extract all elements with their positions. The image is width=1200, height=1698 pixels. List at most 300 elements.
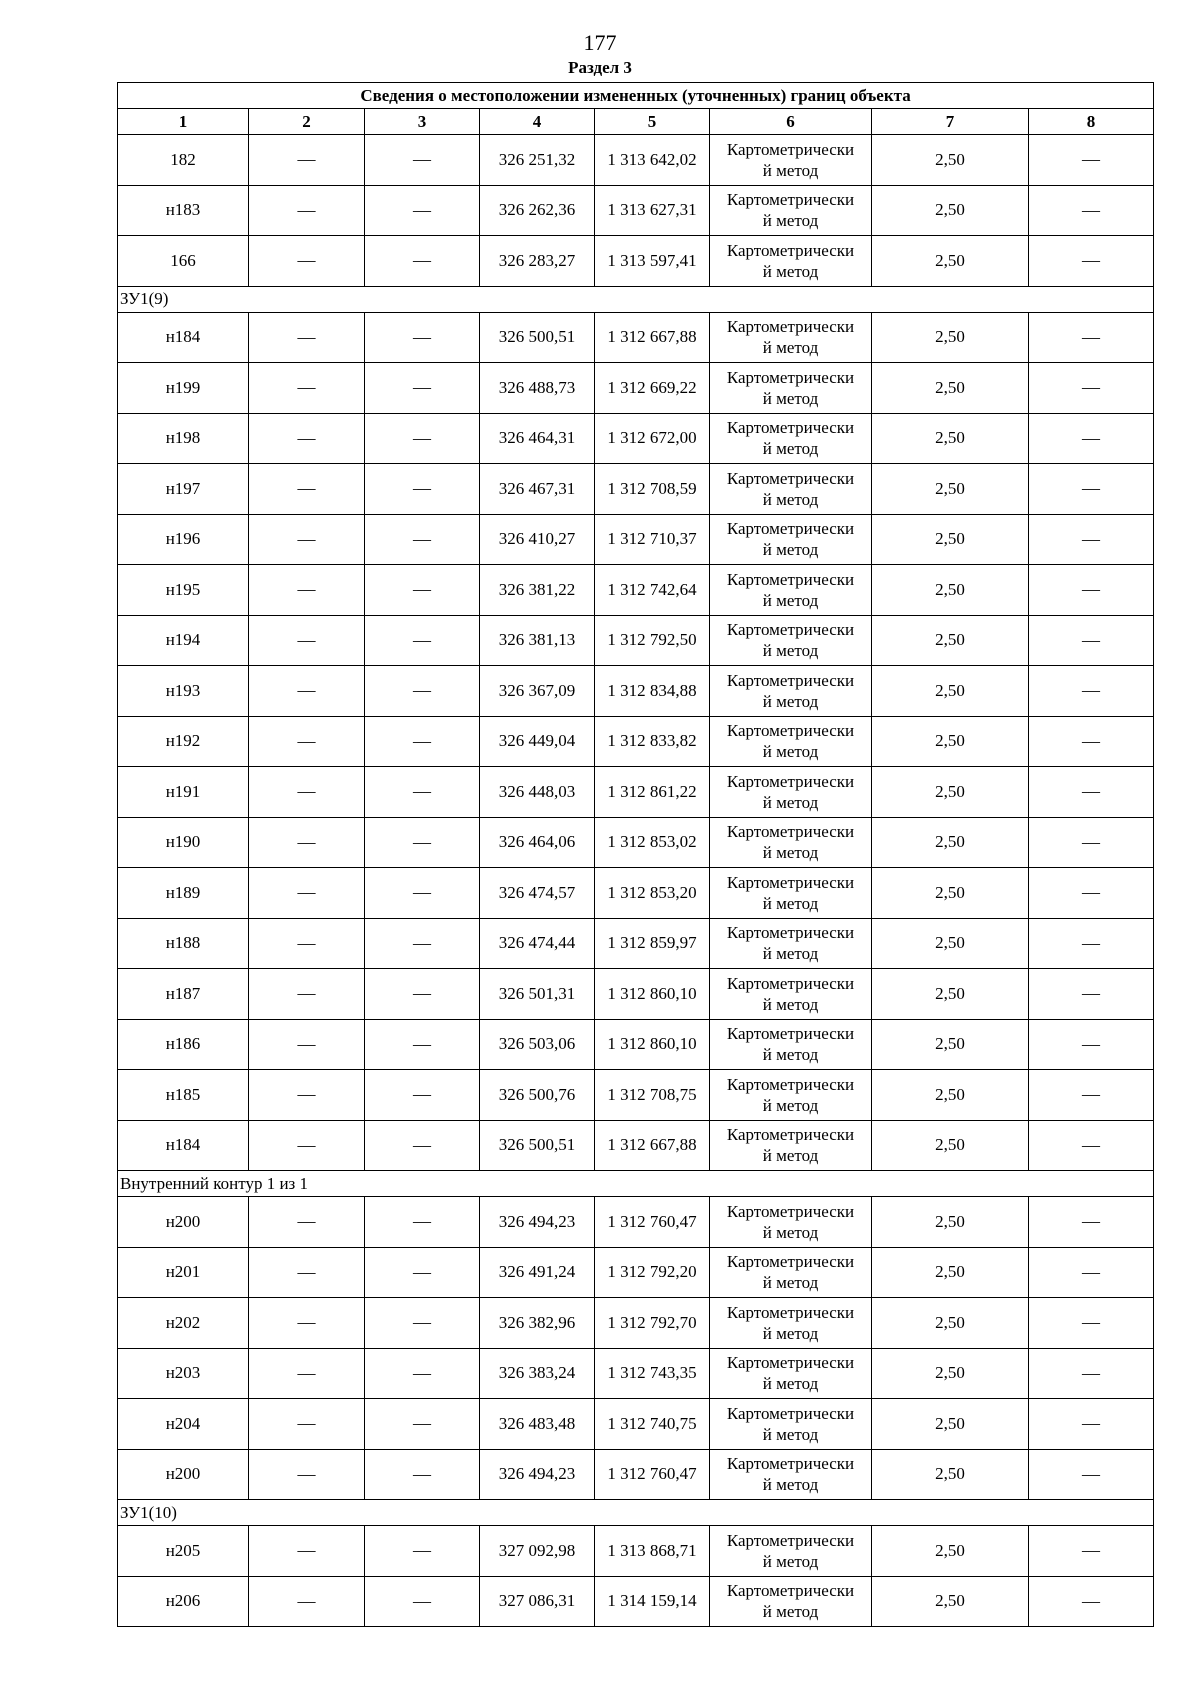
col2-dash: — [249, 868, 365, 919]
coordinate-x: 326 501,31 [480, 969, 595, 1020]
accuracy-value: 2,50 [872, 817, 1029, 868]
accuracy-value: 2,50 [872, 1070, 1029, 1121]
group-header-row [118, 1171, 1154, 1197]
col8-dash: — [1029, 413, 1154, 464]
method-line-1: Картометрически [726, 1530, 855, 1550]
col8-dash: — [1029, 817, 1154, 868]
method-line-2: й метод [762, 1323, 819, 1343]
method-line-2: й метод [762, 540, 819, 560]
col2-dash: — [249, 514, 365, 565]
col2-dash: — [249, 1526, 365, 1577]
table-row [118, 666, 1154, 717]
method-line-1: Картометрически [726, 1302, 855, 1322]
method-line-2: й метод [762, 1095, 819, 1115]
col3-dash: — [365, 817, 480, 868]
method-cell [710, 1070, 872, 1121]
method-line-1: Картометрически [726, 367, 855, 387]
point-number: н191 [118, 767, 249, 818]
col8-dash: — [1029, 514, 1154, 565]
point-number: н195 [118, 565, 249, 616]
col2-dash: — [249, 1070, 365, 1121]
coordinate-y: 1 312 853,20 [595, 868, 710, 919]
method-line-2: й метод [762, 590, 819, 610]
method-cell [710, 1576, 872, 1627]
column-number-4: 4 [480, 109, 595, 135]
table-row [118, 1298, 1154, 1349]
table-row [118, 767, 1154, 818]
col2-dash: — [249, 1197, 365, 1248]
method-line-2: й метод [762, 1273, 819, 1293]
column-number-1: 1 [118, 109, 249, 135]
table-row [118, 969, 1154, 1020]
col3-dash: — [365, 969, 480, 1020]
column-number-7: 7 [872, 109, 1029, 135]
method-line-2: й метод [762, 742, 819, 762]
method-line-2: й метод [762, 160, 819, 180]
accuracy-value: 2,50 [872, 1247, 1029, 1298]
method-line-1: Картометрически [726, 468, 855, 488]
col3-dash: — [365, 312, 480, 363]
table-row [118, 1348, 1154, 1399]
accuracy-value: 2,50 [872, 514, 1029, 565]
column-number-3: 3 [365, 109, 480, 135]
method-line-2: й метод [762, 994, 819, 1014]
method-line-1: Картометрически [726, 1201, 855, 1221]
coordinate-y: 1 312 669,22 [595, 363, 710, 414]
method-line-1: Картометрически [726, 1454, 855, 1474]
point-number: н202 [118, 1298, 249, 1349]
coordinate-x: 326 503,06 [480, 1019, 595, 1070]
accuracy-value: 2,50 [872, 716, 1029, 767]
accuracy-value: 2,50 [872, 1449, 1029, 1500]
method-line-2: й метод [762, 439, 819, 459]
col8-dash: — [1029, 969, 1154, 1020]
coordinate-x: 326 500,51 [480, 312, 595, 363]
method-line-1: Картометрически [726, 1074, 855, 1094]
table-row [118, 1019, 1154, 1070]
method-cell [710, 1449, 872, 1500]
method-cell [710, 1526, 872, 1577]
method-cell [710, 615, 872, 666]
accuracy-value: 2,50 [872, 1197, 1029, 1248]
col2-dash: — [249, 1298, 365, 1349]
col2-dash: — [249, 135, 365, 186]
method-cell [710, 185, 872, 236]
accuracy-value: 2,50 [872, 767, 1029, 818]
coordinate-x: 327 086,31 [480, 1576, 595, 1627]
method-cell [710, 236, 872, 287]
accuracy-value: 2,50 [872, 918, 1029, 969]
col8-dash: — [1029, 236, 1154, 287]
table-row [118, 1526, 1154, 1577]
col2-dash: — [249, 969, 365, 1020]
col2-dash: — [249, 464, 365, 515]
column-number-2: 2 [249, 109, 365, 135]
method-cell [710, 767, 872, 818]
column-number-5: 5 [595, 109, 710, 135]
accuracy-value: 2,50 [872, 1526, 1029, 1577]
method-line-1: Картометрически [726, 620, 855, 640]
point-number: н183 [118, 185, 249, 236]
accuracy-value: 2,50 [872, 236, 1029, 287]
col8-dash: — [1029, 363, 1154, 414]
method-line-2: й метод [762, 1374, 819, 1394]
group-header-row [118, 1500, 1154, 1526]
boundary-coordinates-table [117, 82, 1154, 1627]
method-cell [710, 969, 872, 1020]
coordinate-x: 326 381,13 [480, 615, 595, 666]
method-line-2: й метод [762, 1424, 819, 1444]
method-line-2: й метод [762, 691, 819, 711]
method-line-1: Картометрически [726, 240, 855, 260]
page-number: 177 [583, 30, 617, 55]
coordinate-x: 326 464,06 [480, 817, 595, 868]
method-cell [710, 135, 872, 186]
method-line-2: й метод [762, 489, 819, 509]
method-line-2: й метод [762, 843, 819, 863]
col3-dash: — [365, 1576, 480, 1627]
method-cell [710, 868, 872, 919]
col2-dash: — [249, 1120, 365, 1171]
col2-dash: — [249, 1348, 365, 1399]
coordinate-y: 1 312 708,75 [595, 1070, 710, 1121]
coordinate-y: 1 314 159,14 [595, 1576, 710, 1627]
col3-dash: — [365, 413, 480, 464]
method-line-1: Картометрически [726, 1024, 855, 1044]
table-row [118, 615, 1154, 666]
point-number: н193 [118, 666, 249, 717]
coordinate-x: 326 464,31 [480, 413, 595, 464]
coordinate-x: 326 488,73 [480, 363, 595, 414]
method-cell [710, 1019, 872, 1070]
coordinate-y: 1 312 743,35 [595, 1348, 710, 1399]
coordinate-x: 326 367,09 [480, 666, 595, 717]
col2-dash: — [249, 1019, 365, 1070]
method-line-2: й метод [762, 338, 819, 358]
coordinate-y: 1 312 742,64 [595, 565, 710, 616]
col2-dash: — [249, 413, 365, 464]
col2-dash: — [249, 565, 365, 616]
col8-dash: — [1029, 565, 1154, 616]
accuracy-value: 2,50 [872, 413, 1029, 464]
method-line-2: й метод [762, 1222, 819, 1242]
method-line-1: Картометрически [726, 317, 855, 337]
method-line-1: Картометрически [726, 822, 855, 842]
group-header-row [118, 286, 1154, 312]
method-cell [710, 1298, 872, 1349]
column-number-row [118, 109, 1154, 135]
col8-dash: — [1029, 868, 1154, 919]
col8-dash: — [1029, 666, 1154, 717]
coordinate-x: 326 494,23 [480, 1197, 595, 1248]
table-row [118, 1449, 1154, 1500]
coordinate-x: 326 483,48 [480, 1399, 595, 1450]
col3-dash: — [365, 666, 480, 717]
col8-dash: — [1029, 1070, 1154, 1121]
method-line-1: Картометрически [726, 923, 855, 943]
coordinate-y: 1 312 833,82 [595, 716, 710, 767]
accuracy-value: 2,50 [872, 1348, 1029, 1399]
method-line-2: й метод [762, 792, 819, 812]
accuracy-value: 2,50 [872, 1019, 1029, 1070]
method-line-2: й метод [762, 944, 819, 964]
col8-dash: — [1029, 716, 1154, 767]
method-line-2: й метод [762, 1602, 819, 1622]
method-cell [710, 413, 872, 464]
point-number: н196 [118, 514, 249, 565]
col3-dash: — [365, 236, 480, 287]
col8-dash: — [1029, 1019, 1154, 1070]
point-number: н189 [118, 868, 249, 919]
method-line-1: Картометрически [726, 418, 855, 438]
coordinate-x: 326 491,24 [480, 1247, 595, 1298]
col8-dash: — [1029, 1526, 1154, 1577]
table-row [118, 1576, 1154, 1627]
coordinate-y: 1 313 642,02 [595, 135, 710, 186]
coordinate-y: 1 312 667,88 [595, 312, 710, 363]
col3-dash: — [365, 135, 480, 186]
method-line-1: Картометрически [726, 1581, 855, 1601]
table-row [118, 464, 1154, 515]
col3-dash: — [365, 1399, 480, 1450]
point-number: н201 [118, 1247, 249, 1298]
point-number: н197 [118, 464, 249, 515]
col3-dash: — [365, 1526, 480, 1577]
col8-dash: — [1029, 135, 1154, 186]
coordinate-y: 1 313 627,31 [595, 185, 710, 236]
accuracy-value: 2,50 [872, 312, 1029, 363]
coordinate-x: 326 500,51 [480, 1120, 595, 1171]
method-cell [710, 1247, 872, 1298]
col8-dash: — [1029, 312, 1154, 363]
coordinate-y: 1 312 672,00 [595, 413, 710, 464]
method-cell [710, 514, 872, 565]
col3-dash: — [365, 464, 480, 515]
method-line-2: й метод [762, 261, 819, 281]
method-cell [710, 716, 872, 767]
point-number: н187 [118, 969, 249, 1020]
point-number: н199 [118, 363, 249, 414]
coordinate-x: 326 283,27 [480, 236, 595, 287]
method-line-2: й метод [762, 1551, 819, 1571]
method-line-1: Картометрически [726, 771, 855, 791]
method-cell [710, 817, 872, 868]
group-label: ЗУ1(10) [118, 1500, 1154, 1526]
method-line-2: й метод [762, 1146, 819, 1166]
method-line-2: й метод [762, 388, 819, 408]
point-number: н200 [118, 1449, 249, 1500]
col2-dash: — [249, 1449, 365, 1500]
coordinate-x: 326 474,44 [480, 918, 595, 969]
coordinate-y: 1 312 740,75 [595, 1399, 710, 1450]
col8-dash: — [1029, 1197, 1154, 1248]
col8-dash: — [1029, 918, 1154, 969]
accuracy-value: 2,50 [872, 1399, 1029, 1450]
accuracy-value: 2,50 [872, 185, 1029, 236]
col8-dash: — [1029, 1399, 1154, 1450]
coordinate-x: 326 381,22 [480, 565, 595, 616]
accuracy-value: 2,50 [872, 868, 1029, 919]
coordinate-x: 326 467,31 [480, 464, 595, 515]
point-number: н204 [118, 1399, 249, 1450]
coordinate-y: 1 312 861,22 [595, 767, 710, 818]
method-cell [710, 312, 872, 363]
col3-dash: — [365, 1070, 480, 1121]
method-line-1: Картометрически [726, 1353, 855, 1373]
table-row [118, 185, 1154, 236]
method-line-2: й метод [762, 1475, 819, 1495]
table-row [118, 1247, 1154, 1298]
col2-dash: — [249, 363, 365, 414]
point-number: н188 [118, 918, 249, 969]
table-row [118, 135, 1154, 186]
coordinate-y: 1 312 760,47 [595, 1449, 710, 1500]
method-line-1: Картометрически [726, 973, 855, 993]
col3-dash: — [365, 565, 480, 616]
col2-dash: — [249, 918, 365, 969]
coordinate-y: 1 312 792,50 [595, 615, 710, 666]
accuracy-value: 2,50 [872, 464, 1029, 515]
coordinate-y: 1 312 792,70 [595, 1298, 710, 1349]
col3-dash: — [365, 185, 480, 236]
method-line-2: й метод [762, 641, 819, 661]
col8-dash: — [1029, 464, 1154, 515]
col3-dash: — [365, 868, 480, 919]
table-row [118, 817, 1154, 868]
method-line-1: Картометрически [726, 1403, 855, 1423]
coordinate-y: 1 312 792,20 [595, 1247, 710, 1298]
table-row [118, 236, 1154, 287]
col8-dash: — [1029, 1348, 1154, 1399]
coordinate-x: 326 500,76 [480, 1070, 595, 1121]
point-number: 166 [118, 236, 249, 287]
col3-dash: — [365, 1019, 480, 1070]
col3-dash: — [365, 1247, 480, 1298]
col8-dash: — [1029, 185, 1154, 236]
group-label: ЗУ1(9) [118, 286, 1154, 312]
point-number: н184 [118, 1120, 249, 1171]
point-number: н186 [118, 1019, 249, 1070]
accuracy-value: 2,50 [872, 363, 1029, 414]
col3-dash: — [365, 918, 480, 969]
col8-dash: — [1029, 1298, 1154, 1349]
col8-dash: — [1029, 1576, 1154, 1627]
col8-dash: — [1029, 615, 1154, 666]
col8-dash: — [1029, 1449, 1154, 1500]
coordinate-y: 1 312 667,88 [595, 1120, 710, 1171]
coordinate-y: 1 312 860,10 [595, 1019, 710, 1070]
method-cell [710, 1120, 872, 1171]
table-row [118, 716, 1154, 767]
coordinate-x: 326 383,24 [480, 1348, 595, 1399]
table-row [118, 565, 1154, 616]
col8-dash: — [1029, 767, 1154, 818]
method-line-1: Картометрически [726, 1252, 855, 1272]
table-body [118, 135, 1154, 1627]
coordinate-x: 326 382,96 [480, 1298, 595, 1349]
method-cell [710, 1197, 872, 1248]
method-cell [710, 918, 872, 969]
col2-dash: — [249, 666, 365, 717]
coordinate-y: 1 312 859,97 [595, 918, 710, 969]
coordinate-x: 326 494,23 [480, 1449, 595, 1500]
accuracy-value: 2,50 [872, 565, 1029, 616]
method-cell [710, 565, 872, 616]
accuracy-value: 2,50 [872, 135, 1029, 186]
point-number: н190 [118, 817, 249, 868]
coordinate-y: 1 312 853,02 [595, 817, 710, 868]
coordinate-y: 1 312 860,10 [595, 969, 710, 1020]
point-number: н194 [118, 615, 249, 666]
accuracy-value: 2,50 [872, 666, 1029, 717]
table-title: Сведения о местоположении измененных (уточненных) границ объекта [118, 83, 1154, 109]
coordinate-y: 1 313 597,41 [595, 236, 710, 287]
point-number: н198 [118, 413, 249, 464]
coordinate-x: 326 449,04 [480, 716, 595, 767]
col2-dash: — [249, 312, 365, 363]
accuracy-value: 2,50 [872, 1120, 1029, 1171]
coordinate-y: 1 312 710,37 [595, 514, 710, 565]
coordinate-y: 1 313 868,71 [595, 1526, 710, 1577]
method-line-1: Картометрически [726, 872, 855, 892]
coordinate-x: 326 251,32 [480, 135, 595, 186]
method-cell [710, 363, 872, 414]
table-row [118, 514, 1154, 565]
method-line-1: Картометрически [726, 139, 855, 159]
col2-dash: — [249, 185, 365, 236]
col2-dash: — [249, 716, 365, 767]
method-line-2: й метод [762, 211, 819, 231]
col3-dash: — [365, 1298, 480, 1349]
col2-dash: — [249, 1399, 365, 1450]
method-line-1: Картометрически [726, 670, 855, 690]
table-row [118, 413, 1154, 464]
coordinate-x: 326 448,03 [480, 767, 595, 818]
table-row [118, 363, 1154, 414]
method-line-1: Картометрически [726, 519, 855, 539]
method-cell [710, 1348, 872, 1399]
col3-dash: — [365, 363, 480, 414]
point-number: н192 [118, 716, 249, 767]
method-line-1: Картометрически [726, 721, 855, 741]
table-row [118, 918, 1154, 969]
col3-dash: — [365, 716, 480, 767]
coordinate-y: 1 312 760,47 [595, 1197, 710, 1248]
coordinate-x: 326 474,57 [480, 868, 595, 919]
section-title: Раздел 3 [568, 58, 632, 77]
method-line-2: й метод [762, 893, 819, 913]
point-number: н200 [118, 1197, 249, 1248]
method-cell [710, 1399, 872, 1450]
point-number: н203 [118, 1348, 249, 1399]
col2-dash: — [249, 767, 365, 818]
accuracy-value: 2,50 [872, 969, 1029, 1020]
col3-dash: — [365, 1348, 480, 1399]
col3-dash: — [365, 615, 480, 666]
col2-dash: — [249, 1576, 365, 1627]
col2-dash: — [249, 615, 365, 666]
table-row [118, 1070, 1154, 1121]
method-line-1: Картометрически [726, 190, 855, 210]
method-cell [710, 666, 872, 717]
point-number: н185 [118, 1070, 249, 1121]
method-line-1: Картометрически [726, 569, 855, 589]
accuracy-value: 2,50 [872, 1298, 1029, 1349]
col3-dash: — [365, 1197, 480, 1248]
col3-dash: — [365, 1449, 480, 1500]
table-row [118, 868, 1154, 919]
col2-dash: — [249, 817, 365, 868]
